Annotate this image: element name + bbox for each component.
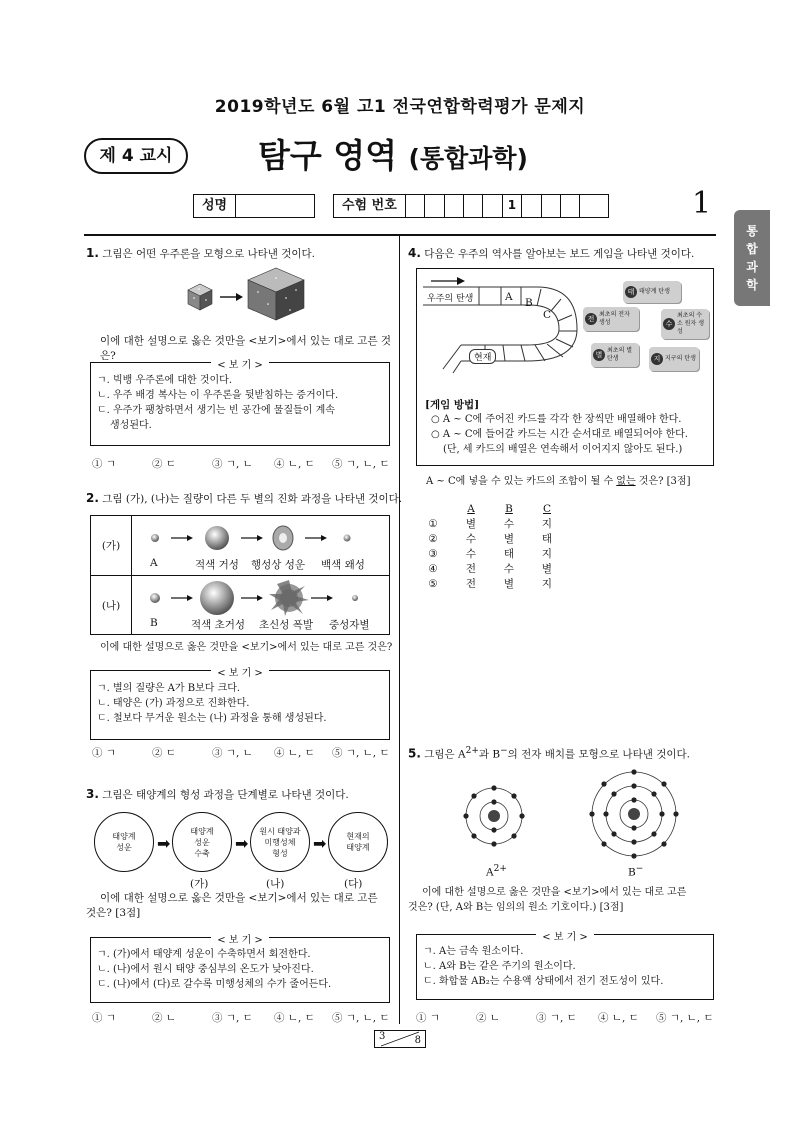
q3-stage-text: 원시 태양과 [259,826,301,836]
q4-answer-table [414,501,566,591]
q5-electron-diagram [450,764,710,864]
q3-choice[interactable]: ⑤ ㄱ, ㄴ, ㄷ [332,1012,390,1024]
q1-choices [92,456,392,471]
q4-board-end: 현재 [469,349,496,364]
arrow-right-icon: ➡ [157,834,171,853]
q3-text: 그림은 태양계의 형성 과정을 단계별로 나타낸 것이다. [102,789,349,801]
q5-label-b-sup: − [635,864,644,874]
q2-stem [86,491,403,507]
q3-stage-circle [172,812,232,872]
q2-bogi-item: ㄱ. 별의 질량은 A가 B보다 크다. [97,683,241,694]
q5-bogi-box [416,934,714,1000]
name-box [193,194,315,218]
q2-col-divider [131,516,132,634]
page-current: 3 [379,1031,386,1042]
q1-question: 이에 대한 설명으로 옳은 것만을 <보기>에서 있는 대로 고른 것은? [100,335,392,362]
q2-bogi-item: ㄷ. 철보다 무거운 원소는 (나) 과정을 통해 생성된다. [97,713,327,724]
q4-answer-cell: 별 [503,578,515,590]
q2-na-diagram [133,576,389,618]
q4-answer-cell: 전 [465,563,477,575]
page-indicator [374,1030,426,1048]
q3-stage-text: 현재의 [346,832,370,841]
q1-choice[interactable]: ⑤ ㄱ, ㄴ, ㄷ [332,458,390,470]
q2-stage-label: A [150,557,158,569]
q3-choice[interactable]: ① ㄱ [92,1012,116,1024]
red-giant-icon [205,526,229,550]
q4-answer-cell: 지 [541,548,553,560]
q2-stage-label: 행성상 성운 [251,559,306,571]
q3-bogi-box [90,937,390,1003]
q3-stem [86,787,396,803]
q1-universe-model [180,266,330,322]
q4-answer-cell: 별 [503,533,515,545]
q3-question-line: 것은? [3점] [86,907,141,919]
q4-answer-row[interactable] [414,531,566,546]
red-supergiant-icon [200,581,234,615]
q2-choice[interactable]: ⑤ ㄱ, ㄴ, ㄷ [332,747,390,759]
q3-stage-text: 형성 [272,848,288,858]
exam-number-cell[interactable] [542,195,561,217]
q3-stage-circle [250,812,310,872]
exam-number-label: 수험 번호 [334,195,406,217]
q2-text: 그림 (가), (나)는 질량이 다른 두 별의 진화 과정을 나타낸 것이다. [102,493,403,505]
q3-stage-text: 태양계 [346,843,370,852]
name-field[interactable] [236,195,314,217]
q3-stage-label: (가) [190,878,209,890]
subject-title [258,130,528,177]
large-cube-icon [248,268,304,320]
neutron-star-icon [352,595,358,601]
q4-answer-cell: 전 [465,578,477,590]
q4-method-title: [게임 방법] [425,399,480,411]
q2-choice[interactable]: ② ㄷ [152,747,176,759]
q5-bogi-title: < 보 기 > [536,932,594,943]
q5-number: 5. [408,746,421,761]
q5-bogi-item: ㄴ. A와 B는 같은 주기의 원소이다. [423,961,576,972]
q4-card [623,281,681,303]
q4-stem [408,246,716,262]
q1-bogi-box [90,362,390,446]
q4-board-slot: B [525,297,533,309]
arrow-right-icon: ➡ [235,834,249,853]
q4-answer-cell: 수 [465,533,477,545]
supernova-icon [269,580,309,616]
q4-answer-cell: 별 [541,563,553,575]
small-cube-icon [188,284,212,310]
q4-answer-cell: 지 [541,578,553,590]
q2-evolution-table [90,515,390,635]
q4-board-start: 우주의 탄생 [427,294,474,304]
card-label: 최초의 수소 원자 생성 [677,312,704,335]
side-tab-char: 통 [746,224,758,238]
q4-method-line: (단, 세 카드의 배열은 연속해서 이어지지 않아도 된다.) [443,444,683,455]
q3-stage-text: 미행성체 [264,837,296,847]
q4-question-post: 것은? [3점] [635,476,691,487]
q4-answer-cell: 지 [541,518,553,530]
q4-question-emph: 없는 [616,476,636,487]
q2-stage-label: 중성자별 [329,619,370,631]
q5-text-mid: 과 B [478,748,501,761]
q3-bogi-item: ㄱ. (가)에서 태양계 성운이 수축하면서 회전한다. [97,949,311,960]
atom-a-model [463,785,524,846]
q4-board-slot: A [505,291,513,303]
q3-stage-circle [94,812,154,872]
q1-bogi-item: 생성된다. [110,420,152,431]
q3-bogi-title: < 보 기 > [211,935,269,946]
q1-bogi-title: < 보 기 > [211,360,269,371]
atom-b-model [589,769,678,858]
q2-question: 이에 대한 설명으로 옳은 것만을 <보기>에서 있는 대로 고른 것은? [100,642,393,653]
exam-number-cell[interactable] [561,195,580,217]
q5-label-b [628,864,643,879]
q1-text: 그림은 어떤 우주론을 모형으로 나타낸 것이다. [102,248,316,260]
q3-stage-text: 성운 [194,837,210,847]
q2-number: 2. [86,491,99,505]
q5-label-a [486,864,507,879]
q4-answer-num[interactable]: ③ [428,547,438,560]
q5-stem [408,744,716,763]
card-label: 최초의 전자 생성 [599,311,630,326]
q5-question-line: 이에 대한 설명으로 옳은 것만을 <보기>에서 있는 대로 고른 [422,887,687,898]
q3-choice[interactable]: ② ㄴ [152,1012,176,1024]
q3-stage-circle [328,812,388,872]
q3-stage-text: 성운 [116,843,132,852]
q5-bogi-item: ㄷ. 화합물 AB₂는 수용액 상태에서 전기 전도성이 있다. [423,976,664,987]
q2-stage-label: 적색 거성 [195,559,239,571]
q2-stage-label: B [150,617,158,629]
q4-answer-cell: 별 [465,518,477,530]
q5-choice[interactable]: ④ ㄴ, ㄷ [598,1012,639,1024]
q2-row-label: (가) [101,540,121,552]
q5-text-pre: 그림은 A [424,748,466,761]
q5-bogi-item: ㄱ. A는 금속 원소이다. [423,946,524,957]
card-icon: 전 [585,313,597,325]
q1-choice[interactable]: ③ ㄱ, ㄴ [212,458,253,470]
q3-number: 3. [86,787,99,801]
q1-bogi-item: ㄱ. 빅뱅 우주론에 대한 것이다. [97,375,232,386]
q1-choice[interactable]: ② ㄷ [152,458,176,470]
exam-number-cell: 1 [503,195,522,217]
q2-stage-label: 백색 왜성 [321,559,365,571]
q2-bogi-item: ㄴ. 태양은 (가) 과정으로 진화한다. [97,698,250,709]
q4-col-header: B [505,502,513,515]
q5-question-line: 것은? (단, A와 B는 임의의 원소 기호이다.) [3점] [408,902,624,913]
q3-bogi-item: ㄷ. (나)에서 (다)로 갈수록 미행성체의 수가 줄어든다. [97,979,332,990]
star-a-icon [151,534,159,542]
card-icon: 지 [651,353,663,365]
card-label: 태양계 탄생 [639,288,670,295]
exam-number-box [333,194,609,218]
q4-board-slot: C [543,309,552,321]
q4-method-line: ○ A ~ C에 주어진 카드를 각각 한 장씩만 배열해야 한다. [431,414,682,425]
q4-col-header: A [467,502,475,515]
q3-stage-label: (나) [266,878,285,890]
q5-choice[interactable]: ① ㄱ [416,1012,440,1024]
q5-choices [416,1010,720,1025]
nucleus-icon [488,810,500,822]
q3-bogi-item: ㄴ. (나)에서 원시 태양 중심부의 온도가 낮아진다. [97,964,314,975]
q3-question-line: 이에 대한 설명으로 옳은 것만을 <보기>에서 있는 대로 고른 [100,892,378,904]
q5-choice[interactable]: ② ㄴ [476,1012,500,1024]
white-dwarf-icon [344,535,351,542]
subject-side-tab [734,210,770,306]
q4-card [649,347,699,371]
arrow-right-icon: ➡ [313,834,327,853]
q3-stage-labels [94,876,394,890]
q5-text-sup: − [500,746,508,756]
q2-bogi-title: < 보 기 > [211,668,269,679]
q1-bogi-item: ㄴ. 우주 배경 복사는 이 우주론을 뒷받침하는 증거이다. [97,390,339,401]
q5-label-b-text: B [628,866,636,879]
q4-answer-row[interactable] [414,576,566,591]
q4-method [431,412,713,457]
exam-number-cell[interactable] [483,195,502,217]
q5-question [408,885,720,915]
q1-number: 1. [86,246,99,260]
exam-number-cell[interactable] [464,195,483,217]
q4-answer-row[interactable] [414,516,566,531]
q3-choice[interactable]: ③ ㄱ, ㄷ [212,1012,253,1024]
q4-question-pre: A ~ C에 넣을 수 있는 카드의 조합이 될 수 [426,476,617,487]
exam-number-cell[interactable] [522,195,541,217]
q4-answer-cell: 태 [503,548,515,560]
page-total: 8 [414,1035,421,1046]
q4-answer-cell: 수 [465,548,477,560]
period-label: 제 4 교시 [84,138,188,174]
q2-ga-diagram [133,518,389,558]
q2-stage-label: 초신성 폭발 [259,619,314,631]
q5-text-post: 의 전자 배치를 모형으로 나타낸 것이다. [507,748,690,761]
exam-title: 2019학년도 6월 고1 전국연합학력평가 문제지 [214,97,586,117]
q4-answer-num[interactable]: ② [428,532,438,545]
q2-na-labels [133,617,389,631]
q4-method-line: ○ A ~ C에 들어갈 카드는 시간 순서대로 배열되어야 한다. [431,429,688,440]
q4-answer-cell: 수 [503,563,515,575]
header-rule [84,234,716,236]
q2-row-label: (나) [101,600,121,612]
subject-sub: (통합과학) [408,144,528,173]
q4-answer-num[interactable]: ④ [428,562,438,575]
page-number: 1 [692,186,712,221]
card-icon: 수 [663,318,675,330]
q4-text: 다음은 우주의 역사를 알아보는 보드 게임을 나타낸 것이다. [424,248,695,260]
exam-number-cell[interactable] [580,195,599,217]
card-label: 최초의 별 탄생 [607,347,633,362]
card-label: 지구의 탄생 [665,355,696,362]
q4-question [426,474,716,489]
q3-question [86,891,396,921]
exam-number-cell[interactable] [445,195,464,217]
q5-label-a-sup: 2+ [493,864,507,874]
exam-number-cell[interactable] [406,195,425,217]
q3-stage-text: 수축 [194,848,210,858]
q4-answer-cell: 수 [503,518,515,530]
q2-stage-label: 적색 초거성 [191,619,246,631]
nucleus-icon [628,808,640,820]
card-icon: 별 [593,349,605,361]
q2-choice[interactable]: ① ㄱ [92,747,116,759]
side-tab-char: 과 [746,260,758,274]
q4-card [591,343,639,367]
q3-stage-label: (다) [344,878,363,890]
q5-choice[interactable]: ③ ㄱ, ㄷ [536,1012,577,1024]
q4-number: 4. [408,246,421,260]
q1-choice[interactable]: ④ ㄴ, ㄷ [274,458,315,470]
q4-col-header: C [542,502,552,515]
q4-card [583,307,639,331]
q4-answer-header [414,501,566,516]
q4-answer-cell: 태 [541,533,553,545]
q1-stem [86,246,392,262]
q2-choice[interactable]: ④ ㄴ, ㄷ [274,747,315,759]
q2-bogi-box [90,670,390,740]
q1-choice[interactable]: ① ㄱ [92,458,116,470]
q4-board-game-box [416,268,714,466]
q3-stage-text: 태양계 [112,832,136,841]
q5-choice[interactable]: ⑤ ㄱ, ㄴ, ㄷ [656,1012,714,1024]
q4-answer-row[interactable] [414,546,566,561]
star-b-icon [150,593,160,603]
q3-formation-diagram [94,810,394,874]
q3-stage-text: 태양계 [190,826,214,836]
q4-card [661,309,709,339]
q4-answer-num[interactable]: ① [428,517,438,530]
q2-ga-labels [133,557,389,571]
q2-choices [92,745,392,760]
exam-number-cell[interactable] [425,195,444,217]
q4-answer-num[interactable]: ⑤ [428,577,438,590]
side-tab-char: 학 [746,278,758,292]
name-label: 성명 [194,195,236,217]
q3-choices [92,1010,396,1025]
q5-label-a-text: A [486,866,494,879]
subject-main: 탐구 영역 [258,136,398,175]
side-tab-char: 합 [746,242,758,256]
column-divider [399,236,400,1024]
card-icon: 태 [625,286,637,298]
q5-text-sup: 2+ [465,746,479,756]
q4-answer-row[interactable] [414,561,566,576]
q3-choice[interactable]: ④ ㄴ, ㄷ [274,1012,315,1024]
exam-number-cells[interactable] [406,195,608,217]
q1-bogi-item: ㄷ. 우주가 팽창하면서 생기는 빈 공간에 물질들이 계속 [97,405,335,416]
arrow-icon [220,293,243,301]
q2-choice[interactable]: ③ ㄱ, ㄴ [212,747,253,759]
